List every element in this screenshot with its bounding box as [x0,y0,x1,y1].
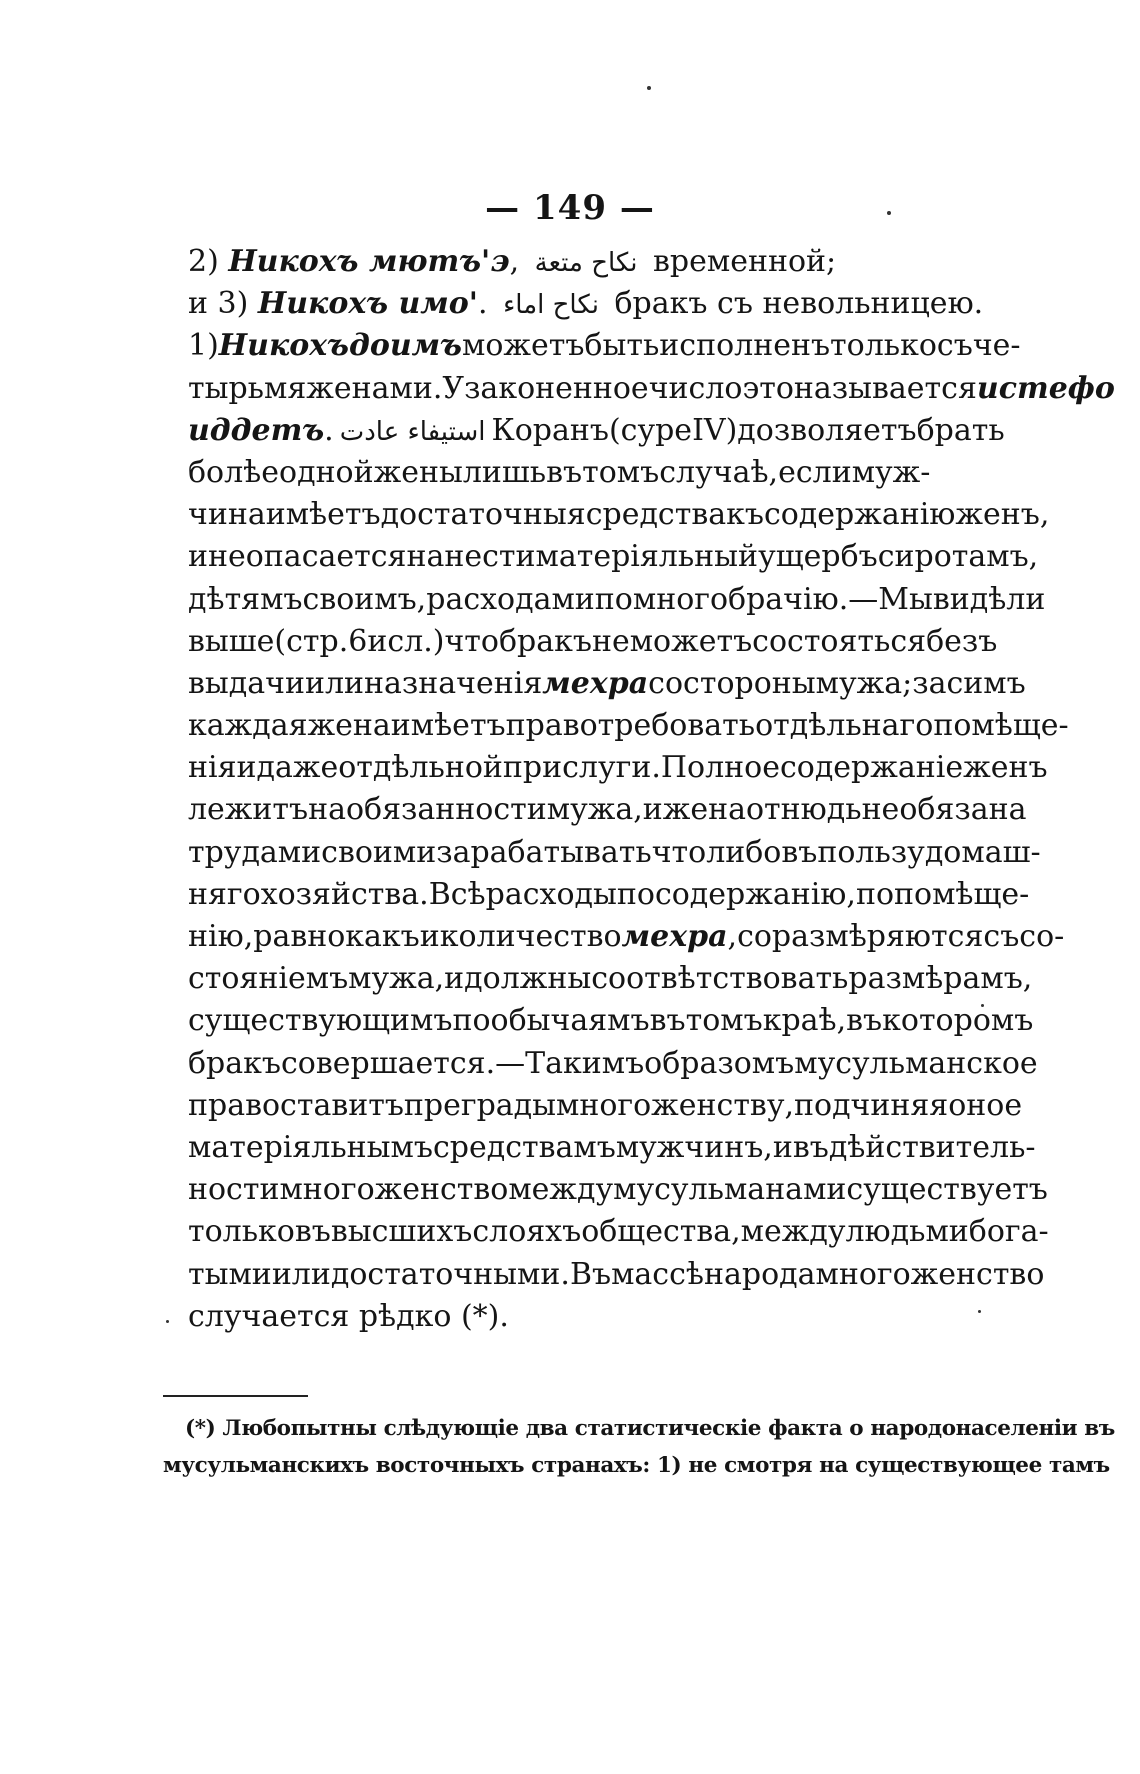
footnote-divider [163,1395,308,1397]
word: въ [846,1003,883,1039]
word: людьми [845,1214,969,1250]
word: мужа, [348,961,445,997]
word: какъ [345,919,420,954]
arabic-term: نكاح متعة [534,248,638,278]
word: многобрачію.—Мы [632,581,933,617]
word: своимъ, [302,581,427,617]
word: ущербъ [758,539,878,575]
word: съ [983,919,1020,954]
footnote [163,1410,1115,1484]
word: въ [649,1003,686,1039]
word: или [271,1256,331,1292]
word: достаточныя [380,497,586,533]
word: Коранъ [491,412,609,448]
word: обязана [899,792,1027,828]
word: каждая [188,708,308,744]
footnote-line: мусульманскихъ восточныхъ странахъ: 1) не смотря на существующее тамъ [163,1453,1110,1478]
word: право [505,708,598,744]
word: по [616,876,655,912]
text-line [188,747,1048,789]
word: расходы [485,876,617,912]
word: отдѣльной [338,750,503,786]
word: Полное [660,750,780,786]
word: ности [188,1172,280,1208]
word: жена [307,708,391,744]
word: достаточными. [330,1256,570,1292]
text-line [188,1254,1045,1296]
word: дѣйствитель- [828,1129,1036,1165]
text-line [188,621,998,663]
word: стояніемъ [188,961,349,997]
word: ставитъ [280,1087,404,1123]
word: брать [916,412,1005,448]
word: сл.) [387,623,445,659]
word: бога- [968,1214,1049,1250]
word: по [855,876,895,912]
word: домаш- [924,834,1041,870]
word: или [304,665,365,701]
word: че- [972,328,1021,364]
word: обязанности [345,792,547,828]
scan-speck [166,1320,169,1323]
word: существуетъ [846,1172,1048,1208]
word: съ [936,328,973,364]
word: совершается. [281,1045,496,1081]
word: женами. [306,370,443,406]
text-line [188,1211,1049,1253]
word: дозволяетъ [737,412,917,448]
word: хозяйства. [260,876,429,912]
word: въ [792,1129,829,1165]
word: расходами [426,581,595,617]
word: женъ [963,750,1048,786]
italic-term: истефо [976,370,1115,406]
word: трудами [188,834,322,870]
word: количество [439,919,622,954]
word: выше [188,623,275,659]
word: случаѣ, [659,454,779,490]
word: образомъ [644,1045,795,1081]
word: исполненъ [659,328,831,364]
word: размѣрамъ, [848,961,1033,997]
word: лежитъ [188,792,309,828]
italic-term: доимъ [348,328,462,364]
word: 6 [348,623,368,659]
scan-speck [647,86,651,90]
word: содержанію [763,497,956,533]
word: что [444,623,499,659]
word: средства [585,497,727,533]
word: няго [188,876,261,912]
text-line [188,1043,1038,1085]
word: матеріяльный [535,539,759,575]
word: въ [294,1214,331,1250]
word: нію, [188,919,254,954]
word: обычаямъ [490,1003,650,1039]
word: Такимъ [525,1045,645,1081]
word: и [772,1129,793,1165]
word: мужа, [546,792,643,828]
word: число [648,370,743,406]
word: можетъ [461,328,585,364]
word: , [727,919,738,954]
word: (суре [608,412,693,448]
word: которомъ [882,1003,1034,1039]
text-line [188,1296,908,1338]
word: безъ [926,623,998,659]
word: Узаконенное [442,370,649,406]
word: имѣетъ [265,497,381,533]
word: на [308,792,346,828]
word: своими [321,834,437,870]
word: требовать [597,708,756,744]
word: прислуги. [502,750,661,786]
word: должны [464,961,592,997]
word: болѣе [188,454,280,490]
text-run: бракъ съ невольницею. [604,286,984,322]
word: соразмѣряются [737,919,984,954]
word: нанести [406,539,536,575]
word: не [591,623,630,659]
word: не [861,792,900,828]
word: между [508,1172,614,1208]
text-line [188,283,984,325]
text-line [188,452,931,494]
word: жена [662,792,746,828]
text-line [188,1000,1034,1042]
word: томъ [582,454,660,490]
word: преграды [403,1087,557,1123]
text-line [188,705,1069,747]
word: назначенія [364,665,543,701]
word: только [188,1214,295,1250]
word: жены [373,454,463,490]
word: содержанію, [654,876,856,912]
word: отдѣльнаго [755,708,934,744]
text-line [188,368,1115,410]
scan-speck [978,1310,981,1313]
word: засимъ [912,665,1026,701]
word: и [642,792,663,828]
word: право [188,1087,281,1123]
word: матеріяльнымъ [188,1129,433,1165]
word: со- [1019,919,1065,954]
word: помѣще- [894,876,1030,912]
italic-term: Никохъ [218,328,349,364]
text-line [188,579,1046,621]
text-line [188,832,1041,874]
word: тырьмя [188,370,307,406]
text-run: , [509,244,529,279]
word: стороны [683,665,816,701]
text-run: случается рѣдко (*). [188,1298,509,1334]
text-line [188,1085,1023,1127]
word: въ [546,454,583,490]
main-text [188,241,1115,1338]
word: что [651,834,707,870]
word: называется [793,370,977,406]
word: если [778,454,852,490]
text-line [188,958,1033,1000]
word: (стр. [274,623,349,659]
text-line [188,410,1005,452]
text-line [188,241,908,283]
italic-term: Никохъ мютъ'э [228,244,510,279]
text-line [188,789,1027,831]
text-line [188,916,1065,958]
word: нія [188,750,237,786]
word: дѣтямъ [188,581,303,617]
word: это [742,370,794,406]
word: въ [781,834,818,870]
word: — [495,1045,526,1081]
word: Всѣ [428,876,486,912]
word: опасается [245,539,407,575]
word: имѣетъ [390,708,506,744]
text-run: и 3) [188,286,258,322]
word: только [830,328,937,364]
arabic-term: نكاح اماء [503,290,599,321]
word: помѣще- [933,708,1069,744]
word: бракъ [188,1045,281,1081]
text-run: 2) [188,244,229,279]
word: 1) [188,328,219,364]
word: чина [188,497,266,533]
word: оное [948,1087,1023,1123]
italic-term: Никохъ имо' [257,286,478,322]
word: между [740,1214,846,1250]
word: отнюдь [745,792,862,828]
word: и [367,623,388,659]
text-line [188,874,1030,916]
word: одной [279,454,374,490]
word: даже [256,750,339,786]
word: существующимъ [188,1003,453,1039]
text-line [188,494,1050,536]
word: народа [704,1256,816,1292]
text-line [188,536,1039,578]
italic-term: мехра [542,665,649,701]
text-run: временной; [643,244,837,279]
arabic-term: استيفاء عادت [339,416,486,447]
word: . [324,412,334,448]
footnote-line: (*) Любопытны слѣдующіе два статистическіе факта о народонаселеніи въ [185,1416,1115,1441]
word: по [452,1003,491,1039]
word: выдачи [188,665,305,701]
word: массѣ [611,1256,704,1292]
word: быть [584,328,660,364]
text-line [188,663,1026,705]
word: многоженство [279,1172,509,1208]
word: бракъ [498,623,592,659]
word: равно [253,919,346,954]
word: тыми [188,1256,272,1292]
word: пользу [817,834,925,870]
word: состояться [752,623,927,659]
word: къ [726,497,764,533]
word: средствамъ [432,1129,616,1165]
word: многоженству, [556,1087,795,1123]
word: мужа; [815,665,913,701]
word: можетъ [629,623,753,659]
word: общества, [581,1214,741,1250]
text-line [188,1169,1048,1211]
text-line [188,325,1021,367]
word: муж- [851,454,931,490]
word: женъ, [955,497,1050,533]
word: лишь [462,454,547,490]
word: не [208,539,246,575]
word: и [444,961,465,997]
word: краѣ, [762,1003,847,1039]
word: и [419,919,440,954]
word: зарабатывать [436,834,652,870]
word: мусульманское [794,1045,1038,1081]
word: IV) [692,412,738,448]
page-number: — 149 — [485,188,655,228]
italic-term: мехра [621,919,728,954]
word: многоженство [815,1256,1045,1292]
text-line [188,1127,1036,1169]
word: либо [706,834,782,870]
word: содержаніе [779,750,964,786]
word: и [236,750,257,786]
word: мужчинъ, [615,1129,773,1165]
word: по [594,581,633,617]
text-run: . [478,286,498,322]
word: сиротамъ, [877,539,1039,575]
word: Въ [569,1256,612,1292]
word: видѣли [932,581,1046,617]
word: томъ [685,1003,763,1039]
word: мусульманами [613,1172,847,1208]
word: слояхъ [472,1214,582,1250]
word: и [188,539,208,575]
word: подчиняя [794,1087,949,1123]
word: высшихъ [330,1214,473,1250]
italic-term: иддетъ [188,412,325,448]
word: со [648,665,684,701]
word: соотвѣтствовать [591,961,849,997]
